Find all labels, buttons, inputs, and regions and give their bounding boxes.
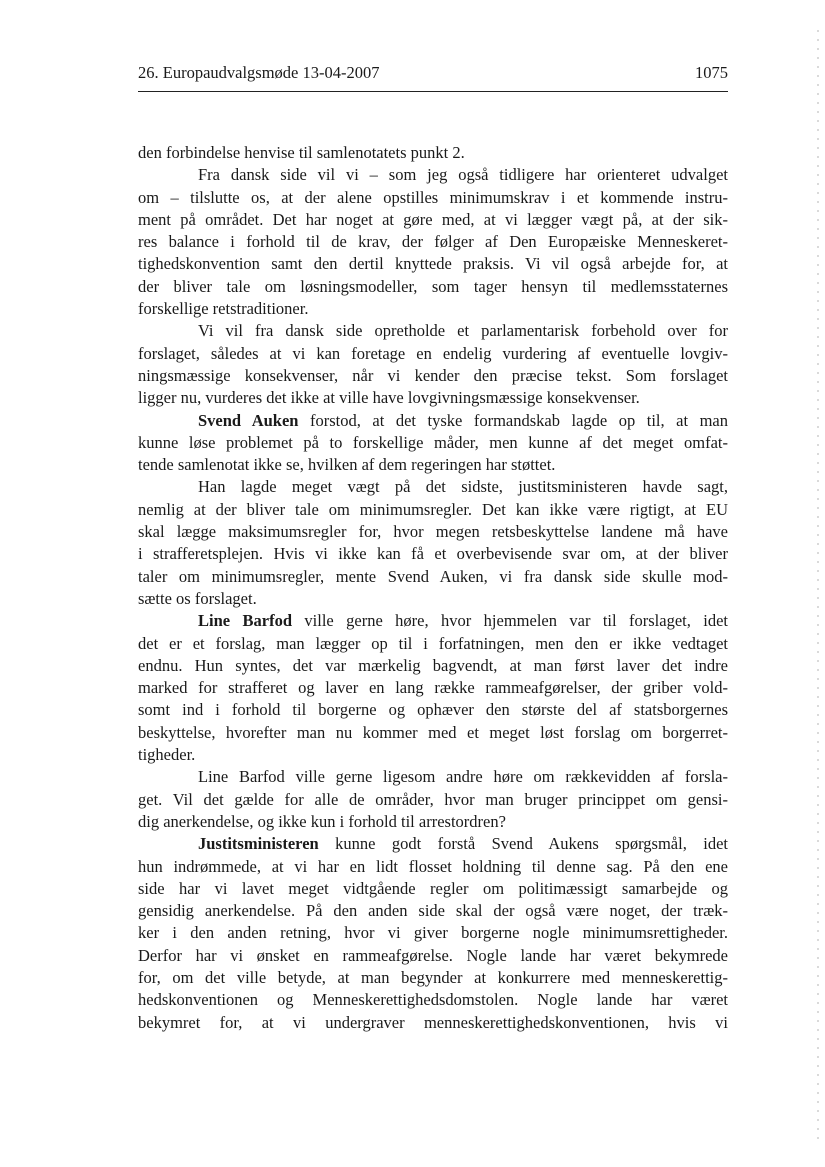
text-line bbox=[138, 856, 728, 878]
line-text: skal lægge maksimumsregler for, hvor megen retsbeskyttelse landene må have bbox=[138, 522, 728, 542]
line-text: i strafferetsplejen. Hvis vi ikke kan få et overbevisende svar om, at der bliver bbox=[138, 544, 728, 564]
line-text: for, om det ville betyde, at man begynder at konkurrere med menneskerettig- bbox=[138, 967, 728, 987]
text-line bbox=[138, 633, 728, 655]
body-text bbox=[138, 142, 728, 1034]
line-text: get. Vil det gælde for alle de områder, hvor man bruger princippet om gensi- bbox=[138, 789, 728, 809]
line-text: ville gerne høre, hvor hjemmelen var til forslaget, idet bbox=[292, 611, 728, 631]
line-text: Fra dansk side vil vi – som jeg også tidligere har orienteret udvalget bbox=[198, 165, 728, 185]
line-text: dig anerkendelse, og ikke kun i forhold til arrestordren? bbox=[138, 811, 506, 831]
text-line bbox=[138, 588, 728, 610]
speaker-name: Line Barfod bbox=[198, 611, 292, 631]
speaker-name: Justitsministeren bbox=[198, 834, 319, 854]
text-line bbox=[138, 766, 728, 788]
line-text: Vi vil fra dansk side opretholde et parlamentarisk forbehold over for bbox=[198, 321, 728, 341]
line-text: beskyttelse, hvorefter man nu kommer med et meget løst forslag om borgerret- bbox=[138, 722, 728, 742]
text-line bbox=[138, 722, 728, 744]
text-line bbox=[138, 789, 728, 811]
text-line bbox=[138, 543, 728, 565]
line-text: forskellige retstraditioner. bbox=[138, 299, 309, 319]
text-line bbox=[138, 187, 728, 209]
line-text: om – tilslutte os, at der alene opstilles minimumskrav i et kommende instru- bbox=[138, 187, 728, 207]
line-text: ningsmæssige konsekvenser, når vi kender den præcise tekst. Som forslaget bbox=[138, 365, 728, 385]
text-line bbox=[138, 142, 728, 164]
line-text: bekymret for, at vi undergraver menneskerettighedskonventionen, hvis vi bbox=[138, 1012, 728, 1032]
speaker-name: Svend Auken bbox=[198, 410, 299, 430]
text-line bbox=[138, 833, 728, 855]
scan-edge bbox=[817, 30, 819, 1140]
line-text: marked for strafferet og laver en lang række rammeafgørelser, der griber vold- bbox=[138, 678, 728, 698]
text-line bbox=[138, 231, 728, 253]
line-text: ligger nu, vurderes det ikke at ville have lovgivningsmæssige konsekvenser. bbox=[138, 388, 640, 408]
line-text: res balance i forhold til de krav, der følger af Den Europæiske Menneskeret- bbox=[138, 232, 728, 252]
text-line bbox=[138, 655, 728, 677]
header-rule bbox=[138, 91, 728, 92]
text-line bbox=[138, 878, 728, 900]
text-line bbox=[138, 365, 728, 387]
text-line bbox=[138, 164, 728, 186]
text-line bbox=[138, 922, 728, 944]
line-text: der bliver tale om løsningsmodeller, som tager hensyn til medlemsstaternes bbox=[138, 276, 728, 296]
text-line bbox=[138, 699, 728, 721]
line-text: side har vi lavet meget vidtgående regler om politimæssigt samarbejde og bbox=[138, 878, 728, 898]
text-line bbox=[138, 677, 728, 699]
text-line bbox=[138, 1012, 728, 1034]
line-text: somt ind i forhold til borgerne og ophæver den største del af statsborgernes bbox=[138, 700, 728, 720]
text-line bbox=[138, 989, 728, 1011]
page-number: 1075 bbox=[695, 63, 728, 82]
line-text: taler om minimumsregler, mente Svend Auken, vi fra dansk side skulle mod- bbox=[138, 566, 728, 586]
line-text: endnu. Hun syntes, det var mærkelig bagvendt, at man først laver det indre bbox=[138, 655, 728, 675]
text-line bbox=[138, 343, 728, 365]
line-text: den forbindelse henvise til samlenotatets punkt 2. bbox=[138, 143, 465, 162]
line-text: Line Barfod ville gerne ligesom andre høre om rækkevidden af forsla- bbox=[198, 767, 728, 787]
header-title: 26. Europaudvalgsmøde 13-04-2007 bbox=[138, 63, 380, 82]
text-line bbox=[138, 566, 728, 588]
text-line bbox=[138, 811, 728, 833]
line-text: ker i den anden retning, hvor vi giver borgerne nogle minimumsrettigheder. bbox=[138, 923, 728, 943]
text-line bbox=[138, 298, 728, 320]
line-text: kunne godt forstå Svend Aukens spørgsmål, idet bbox=[318, 834, 728, 854]
text-line bbox=[138, 476, 728, 498]
text-line bbox=[138, 610, 728, 632]
text-line bbox=[138, 521, 728, 543]
line-text: kunne løse problemet på to forskellige måder, men kunne af det meget omfat- bbox=[138, 432, 728, 452]
line-text: tighedskonvention samt den dertil knyttede praksis. Vi vil også arbejde for, at bbox=[138, 254, 728, 274]
text-line bbox=[138, 900, 728, 922]
text-line bbox=[138, 744, 728, 766]
line-text: Han lagde meget vægt på det sidste, justitsministeren havde sagt, bbox=[198, 477, 728, 497]
text-line bbox=[138, 945, 728, 967]
line-text: forstod, at det tyske formandskab lagde op til, at man bbox=[298, 410, 728, 430]
line-text: tende samlenotat ikke se, hvilken af dem regeringen har støttet. bbox=[138, 455, 556, 475]
text-line bbox=[138, 410, 728, 432]
line-text: Derfor har vi ønsket en rammeafgørelse. Nogle lande har været bekymrede bbox=[138, 945, 728, 965]
line-text: forslaget, således at vi kan foretage en endelig vurdering af eventuelle lovgiv- bbox=[138, 343, 728, 363]
text-line bbox=[138, 320, 728, 342]
text-line bbox=[138, 454, 728, 476]
text-line bbox=[138, 499, 728, 521]
line-text: hun indrømmede, at vi har en lidt flosset holdning til denne sag. På den ene bbox=[138, 856, 728, 876]
text-line bbox=[138, 432, 728, 454]
line-text: hedskonventionen og Menneskerettighedsdomstolen. Nogle lande har været bbox=[138, 990, 728, 1010]
line-text: det er et forslag, man lægger op til i forfatningen, men den er ikke vedtaget bbox=[138, 633, 728, 653]
text-line bbox=[138, 967, 728, 989]
line-text: ment på området. Det har noget at gøre med, at vi lægger vægt på, at der sik- bbox=[138, 209, 728, 229]
running-header bbox=[138, 62, 728, 86]
text-line bbox=[138, 209, 728, 231]
text-line bbox=[138, 387, 728, 409]
line-text: tigheder. bbox=[138, 745, 196, 765]
text-line bbox=[138, 253, 728, 275]
text-line bbox=[138, 276, 728, 298]
line-text: nemlig at der bliver tale om minimumsregler. Det kan ikke være rigtigt, at EU bbox=[138, 499, 728, 519]
line-text: sætte os forslaget. bbox=[138, 588, 257, 608]
line-text: gensidig anerkendelse. På den anden side skal der også være noget, der træk- bbox=[138, 901, 728, 921]
